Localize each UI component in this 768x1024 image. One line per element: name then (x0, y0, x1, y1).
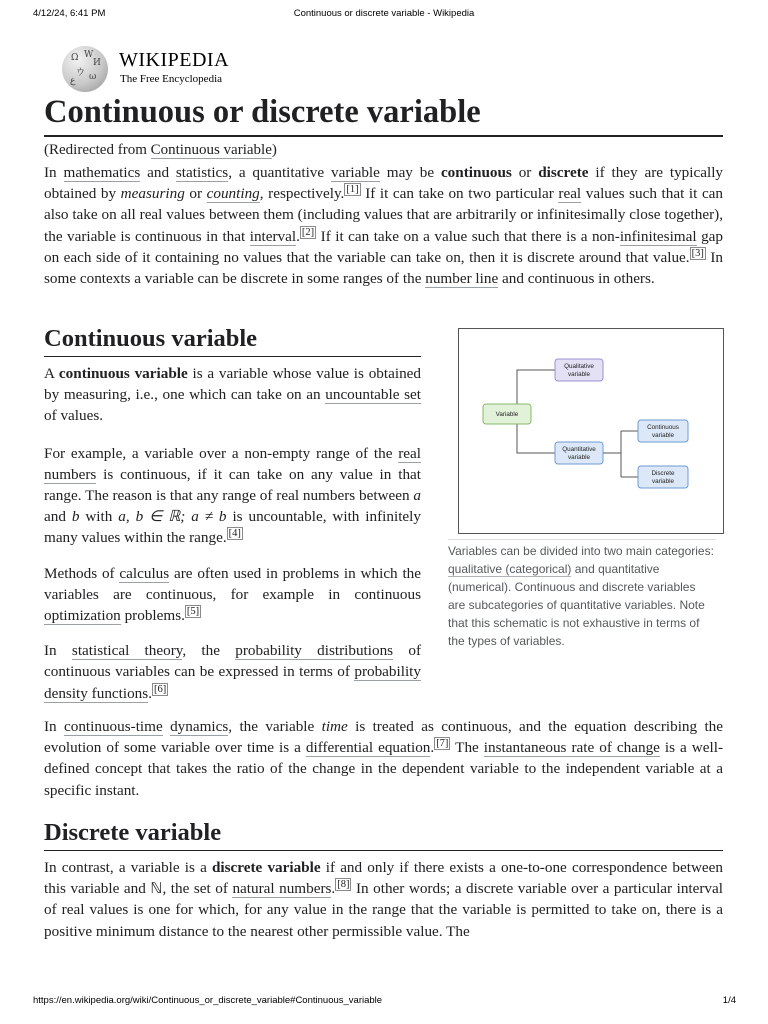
redirect-suffix: ) (271, 142, 277, 158)
link-calculus[interactable]: calculus (119, 564, 170, 582)
link-statistics[interactable]: statistics (175, 164, 229, 181)
print-footer (0, 992, 768, 1012)
link-real[interactable]: real (558, 185, 582, 203)
heading-discrete-variable: Discrete variable (44, 816, 723, 851)
page-title: Continuous or discrete variable (44, 90, 723, 137)
citation-2[interactable]: [2] (301, 226, 315, 238)
continuous-paragraph-1: A continuous variable is a variable whose value is obtained by measuring, i.e., one which can take on an uncountable set of values. (44, 365, 421, 425)
link-natural-numbers[interactable]: natural numbers (232, 880, 332, 898)
redirect-prefix: (Redirected from (44, 142, 151, 158)
link-probability-distributions[interactable]: probability distributions (235, 642, 394, 660)
node-qualitative-label-2: variable (567, 371, 591, 378)
link-counting[interactable]: counting (206, 185, 260, 203)
link-optimization[interactable]: optimization (44, 607, 121, 625)
wikipedia-globe-icon: Ω W И ウ ω ع (62, 46, 108, 92)
wikipedia-tagline: The Free Encyclopedia (120, 73, 223, 85)
continuous-paragraph-2: For example, a variable over a non-empty range of the real numbers is continuous, if it can take on any value in that range. The reason is that any range of real numbers between a and b with a, b ∈ ℝ; a ≠ b is uncountable, with infinitely many values within the range. [4] (44, 444, 421, 547)
heading-continuous-variable: Continuous variable (44, 322, 421, 357)
continuous-paragraph-3: Methods of calculus are often used in problems in which the variables are continuous, for example in continuous optimization problems. [5] (44, 564, 422, 625)
citation-5[interactable]: [5] (186, 606, 200, 618)
bold-discrete-variable: discrete variable (211, 859, 321, 876)
citation-7[interactable]: [7] (436, 738, 449, 750)
figure-caption: Variables can be divided into two main categories: qualitative (categorical) and quantitative (numerical). Continuous and discrete variables are subcategories of quantitative variables. Note that this schematic is not exhaustive in terms of the types of variables. (448, 539, 716, 650)
link-real-numbers[interactable]: real numbers (44, 444, 421, 483)
article-content (44, 90, 724, 940)
italic-measuring: measuring (120, 185, 185, 203)
link-qualitative-categorical[interactable]: qualitative (categorical) (448, 562, 572, 576)
variable-types-diagram[interactable] (458, 328, 724, 534)
link-probability-density-functions[interactable]: probability density functions (44, 663, 421, 702)
node-quantitative-label-1: Quantitative (562, 446, 596, 453)
node-continuous-label-1: Continuous (647, 424, 679, 431)
bold-continuous-variable: continuous variable (58, 365, 188, 382)
link-uncountable-set[interactable]: uncountable set (325, 386, 421, 404)
print-url: https://en.wikipedia.org/wiki/Continuous_or_discrete_variable#Continuous_variable (33, 995, 383, 1006)
print-date: 4/12/24, 6:41 PM (33, 8, 106, 19)
page-number: 1/4 (722, 995, 736, 1006)
citation-6[interactable]: [6] (154, 683, 167, 695)
bold-discrete: discrete (538, 164, 589, 181)
node-discrete-label-1: Discrete (651, 470, 675, 477)
discrete-paragraph-1: In contrast, a variable is a discrete variable if and only if there exists a one-to-one correspondence between this variable and ℕ, the set of natural numbers. [8] In other words; a discrete variable over a particular interval of real values is one for which, for any value in the range that the variable is permitted to take on, there is a positive minimum distance to the nearest other permissible value. The (44, 859, 723, 940)
citation-8[interactable]: [8] (337, 879, 350, 891)
link-dynamics[interactable]: dynamics (170, 718, 229, 735)
diagram-svg (459, 329, 723, 533)
math-condition: a, b ∈ ℝ; a ≠ b (118, 508, 227, 526)
link-continuous-time[interactable]: continuous-time (64, 718, 163, 735)
redirect-note (44, 140, 723, 160)
continuous-paragraph-4: In statistical theory, the probability distributions of continuous variables can be expressed in terms of probability density functions. [6] (44, 642, 422, 702)
math-a: a (413, 487, 421, 505)
link-statistical-theory[interactable]: statistical theory (71, 642, 183, 660)
wikipedia-wordmark: WIKIPEDIA (119, 49, 230, 71)
node-continuous-label-2: variable (651, 432, 675, 439)
node-qualitative-label-1: Qualitative (564, 363, 594, 370)
link-infinitesimal[interactable]: infinitesimal (619, 227, 697, 245)
discrete-section (44, 816, 723, 942)
node-variable-label: Variable (495, 411, 519, 418)
variable-types-figure (445, 328, 721, 650)
citation-4[interactable]: [4] (228, 528, 241, 540)
citation-1[interactable]: [1] (346, 184, 359, 196)
link-number-line[interactable]: number line (425, 270, 499, 288)
link-instantaneous-rate-of-change[interactable]: instantaneous rate of change (483, 739, 660, 757)
bold-continuous: continuous (440, 164, 512, 181)
citation-3[interactable]: [3] (691, 247, 704, 259)
link-variable[interactable]: variable (330, 164, 380, 181)
continuous-section (44, 322, 421, 704)
redirect-link[interactable]: Continuous variable (150, 142, 272, 158)
node-discrete-label-2: variable (651, 478, 675, 485)
print-page-title: Continuous or discrete variable - Wikipedia (293, 8, 475, 19)
italic-time: time (321, 718, 348, 735)
link-interval[interactable]: interval (249, 227, 297, 245)
node-quantitative-label-2: variable (567, 454, 591, 461)
link-mathematics[interactable]: mathematics (63, 164, 141, 181)
math-naturals: ℕ (150, 880, 163, 898)
link-differential-equation[interactable]: differential equation (305, 739, 431, 757)
print-header (0, 0, 768, 30)
intro-paragraph: In mathematics and statistics, a quantitative variable may be continuous or discrete if they are typically obtained by measuring or counting, respectively. [1] If it can take on two particular real values such that it can also take on all real values between them (including values that are arbitrarily or infinitesimally close together), the variable is continuous in that interval. [2] If it can take on a value such that there is a non-infinitesimal gap on each side of it containing no values that the variable can take on, then it is discrete around that value. [3] In some contexts a variable can be discrete in some ranges of the number line and continuous in others. (44, 164, 724, 288)
wikipedia-logo[interactable] (62, 46, 262, 92)
math-b: b (71, 508, 80, 526)
continuous-paragraph-5: In continuous-time dynamics, the variable time is treated as continuous, and the equation describing the evolution of some variable over time is a differential equation. [7] The instantaneous rate of change is a well-defined concept that takes the ratio of the change in the dependent variable to the independent variable at a specific instant. (44, 718, 724, 799)
